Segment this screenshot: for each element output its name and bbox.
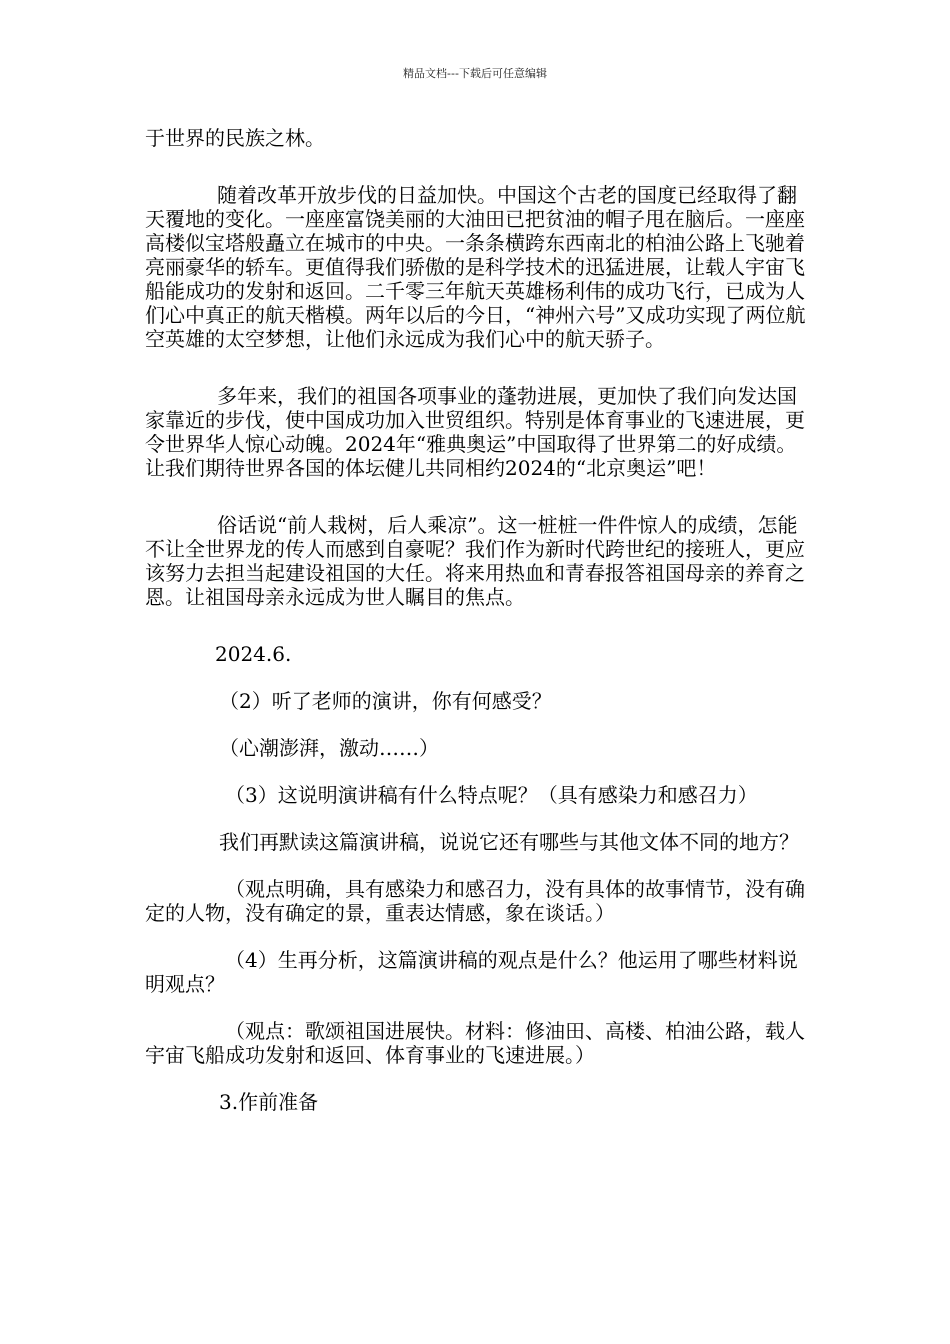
reread-prompt: 我们再默读这篇演讲稿，说说它还有哪些与其他文体不同的地方？ [219, 830, 799, 854]
paragraph-proverb: 俗话说“前人栽树，后人乘凉”。这一桩桩一件件惊人的成绩，怎能不让全世界龙的传人而感到自豪呢？我们作为新时代跨世纪的接班人，更应该努力去担当起建设祖国的大任。将来用热血和青春报答祖国母亲的养育之恩。让祖国母亲永远成为世人瞩目的焦点。 [145, 513, 805, 609]
section-heading-preparation: 3.作前准备 [219, 1090, 319, 1114]
answer-2: （心潮澎湃，激动……） [219, 736, 439, 760]
question-3: （3）这说明演讲稿有什么特点呢？（具有感染力和感召力） [225, 783, 758, 807]
paragraph-continuation: 于世界的民族之林。 [145, 126, 325, 150]
date-line: 2024.6. [215, 642, 292, 666]
question-2: （2）听了老师的演讲，你有何感受？ [219, 689, 552, 713]
page-header: 精品文档---下载后可任意编辑 [403, 67, 547, 80]
answer-features: （观点明确，具有感染力和感召力，没有具体的故事情节，没有确定的人物，没有确定的景，重表达情感，象在谈话。） [145, 877, 805, 925]
answer-4: （观点：歌颂祖国进展快。材料：修油田、高楼、柏油公路，载人宇宙飞船成功发射和返回、体育事业的飞速进展。） [145, 1019, 805, 1067]
paragraph-reform-progress: 随着改革开放步伐的日益加快。中国这个古老的国度已经取得了翻天覆地的变化。一座座富饶美丽的大油田已把贫油的帽子甩在脑后。一座座高楼似宝塔般矗立在城市的中央。一条条横跨东西南北的柏油公路上飞驰着亮丽豪华的轿车。更值得我们骄傲的是科学技术的迅猛进展，让载人宇宙飞船能成功的发射和返回。二千零三年航天英雄杨利伟的成功飞行，已成为人们心中真正的航天楷模。两年以后的今日，“神州六号”又成功实现了两位航空英雄的太空梦想，让他们永远成为我们心中的航天骄子。 [145, 183, 806, 351]
paragraph-sports-progress: 多年来，我们的祖国各项事业的蓬勃进展，更加快了我们向发达国家靠近的步伐，使中国成功加入世贸组织。特别是体育事业的飞速进展，更令世界华人惊心动魄。2024年“雅典奥运”中国取得了世界第二的好成绩。让我们期待世界各国的体坛健儿共同相约2024的“北京奥运”吧！ [145, 384, 805, 480]
document-body [145, 120, 815, 1114]
question-4: （4）生再分析，这篇演讲稿的观点是什么？他运用了哪些材料说明观点？ [145, 948, 798, 996]
